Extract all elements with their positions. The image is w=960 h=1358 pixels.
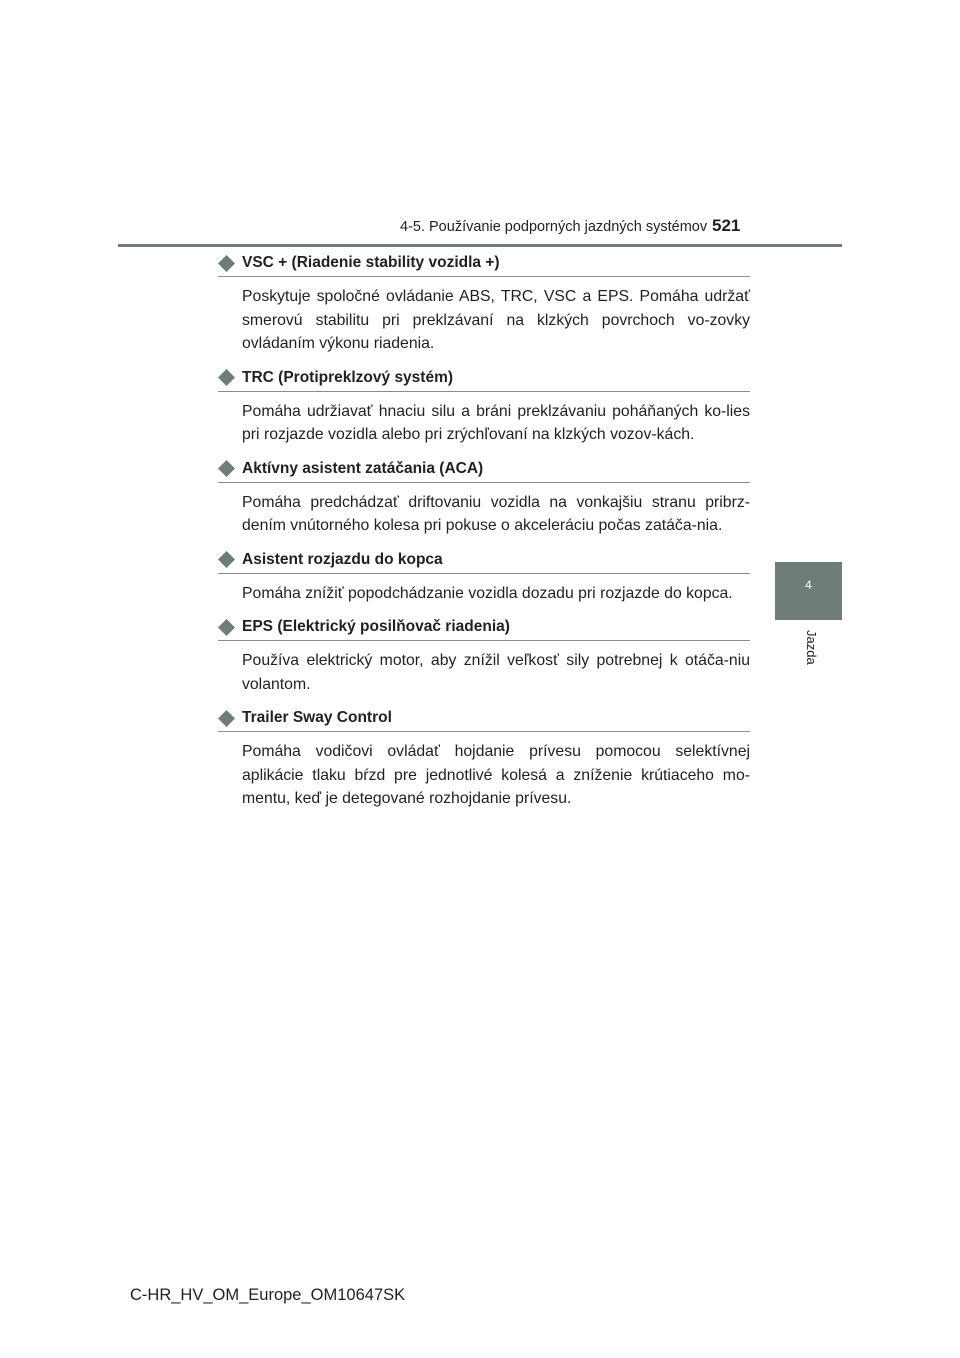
section-heading [218,549,750,574]
page-header-title: 4-5. Používanie podporných jazdných systémov [400,219,708,235]
diamond-bullet-icon [218,551,235,568]
header-divider [118,244,842,247]
chapter-number: 4 [805,578,812,592]
section-hill-start [218,549,750,606]
section-vsc [218,252,750,356]
section-body: Používa elektrický motor, aby znížil veľkosť sily potrebnej k otáča-niu volantom. [242,652,750,693]
section-body: Poskytuje spoločné ovládanie ABS, TRC, VSC a EPS. Pomáha udržať smerovú stabilitu pri preklzávaní na klzkých povrchoch vo-zovky ovládaním výkonu riadenia. [242,288,750,352]
section-body: Pomáha vodičovi ovládať hojdanie prívesu pomocou selektívnej aplikácie tlaku bŕzd pre jednotlivé kolesá a zníženie krútiaceho mo-mentu, keď je detegované rozhojdanie prívesu. [242,743,750,807]
section-body: Pomáha predchádzať driftovaniu vozidla na vonkajšiu stranu pribrz-dením vnútorného kolesa pri pokuse o akceleráciu počas zatáča-nia. [242,493,750,534]
section-heading-text: Trailer Sway Control [242,709,392,726]
section-heading-text: EPS (Elektrický posilňovač riadenia) [242,618,510,635]
section-heading-text: Asistent rozjazdu do kopca [242,550,443,568]
section-trc [218,367,750,447]
section-heading [218,616,750,641]
chapter-label: Jazda [804,630,819,665]
diamond-bullet-icon [218,460,235,477]
section-heading-text: Aktívny asistent zatáčania (ACA) [242,459,484,477]
chapter-tab [775,562,842,620]
section-body: Pomáha udržiavať hnaciu silu a bráni preklzávaniu poháňaných ko-lies pri rozjazde vozidla alebo pri zrýchľovaní na klzkých vozov-kách. [242,402,750,443]
section-heading [218,367,750,392]
diamond-bullet-icon [218,255,235,272]
section-heading-text: TRC (Protipreklzový systém) [242,368,454,386]
diamond-bullet-icon [218,619,235,636]
diamond-bullet-icon [218,710,235,727]
document-id: C-HR_HV_OM_Europe_OM10647SK [130,1286,406,1304]
diamond-bullet-icon [218,369,235,386]
section-heading [218,458,750,483]
page-number: 521 [712,216,741,235]
section-heading-text: VSC + (Riadenie stability vozidla +) [242,254,500,271]
section-aca [218,458,750,538]
page-content [218,252,750,811]
section-heading [218,707,750,732]
section-heading [218,252,750,277]
section-eps [218,616,750,696]
section-body: Pomáha znížiť popodchádzanie vozidla dozadu pri rozjazde do kopca. [242,584,733,602]
section-trailer-sway [218,707,750,811]
